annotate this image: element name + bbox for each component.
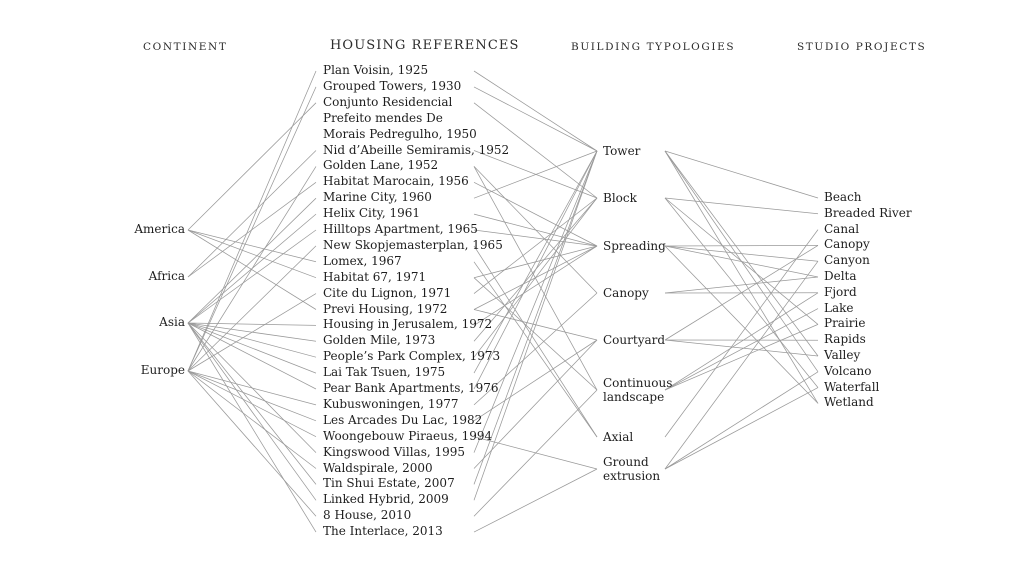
edge-housing-typology	[474, 469, 597, 532]
edge-continent-housing	[188, 230, 316, 323]
studio-project-label-breaded-river: Breaded River	[824, 205, 912, 220]
studio-project-label-lake: Lake	[824, 300, 854, 315]
column-header-studio-projects: STUDIO PROJECTS	[797, 41, 927, 53]
studio-project-label-volcano: Volcano	[824, 363, 872, 378]
edge-continent-housing	[188, 294, 316, 371]
continent-label-africa: Africa	[148, 269, 185, 283]
edge-continent-housing	[188, 151, 316, 278]
housing-reference-label: Helix City, 1961	[323, 206, 421, 221]
edge-continent-housing	[188, 230, 316, 310]
edge-typology-studio	[665, 246, 818, 261]
edge-housing-typology	[474, 198, 597, 357]
edge-continent-housing	[188, 230, 316, 262]
housing-reference-label: Grouped Towers, 1930	[323, 78, 462, 93]
housing-reference-label: Nid d’Abeille Semiramis, 1952	[323, 142, 510, 157]
edge-continent-housing	[188, 371, 316, 405]
housing-reference-label: Conjunto Residencial Prefeito mendes De Morais Pedregulho, 1950	[323, 94, 477, 141]
edge-continent-housing	[188, 323, 316, 500]
edge-housing-typology	[474, 87, 597, 151]
housing-reference-label: Woongebouw Piraeus, 1994	[323, 428, 493, 443]
housing-reference-label: 8 House, 2010	[323, 508, 412, 523]
edge-continent-housing	[188, 371, 316, 421]
edge-continent-housing	[188, 323, 316, 389]
edge-typology-studio	[665, 340, 818, 356]
studio-project-label-waterfall: Waterfall	[824, 379, 880, 394]
edge-continent-housing	[188, 371, 316, 469]
studio-project-label-canal: Canal	[824, 221, 860, 236]
edge-continent-housing	[188, 230, 316, 278]
edge-continent-housing	[188, 323, 316, 373]
edge-continent-housing	[188, 323, 316, 325]
typology-label-ground-extrusion: Ground extrusion	[603, 455, 661, 483]
edge-continent-housing	[188, 323, 316, 532]
edge-housing-typology	[474, 151, 597, 373]
housing-reference-label: Golden Lane, 1952	[323, 158, 439, 173]
housing-reference-label: Housing in Jerusalem, 1972	[323, 317, 493, 332]
edge-typology-studio	[665, 309, 818, 390]
studio-project-label-fjord: Fjord	[824, 284, 857, 299]
edge-housing-typology	[474, 151, 597, 484]
housing-reference-label: The Interlace, 2013	[323, 524, 443, 539]
housing-reference-label: Les Arcades Du Lac, 1982	[323, 412, 483, 427]
edge-typology-studio	[665, 246, 818, 277]
studio-project-label-canopy: Canopy	[824, 237, 870, 252]
housing-reference-label: Tin Shui Estate, 2007	[323, 476, 455, 491]
edge-housing-typology	[474, 182, 597, 246]
housing-reference-label: Marine City, 1960	[323, 190, 432, 205]
housing-reference-label: Plan Voisin, 1925	[323, 63, 429, 77]
edge-housing-typology	[474, 246, 597, 325]
studio-project-label-beach: Beach	[824, 190, 862, 204]
edge-typology-studio	[665, 245, 818, 246]
housing-reference-label: Lomex, 1967	[323, 253, 402, 268]
studio-project-label-wetland: Wetland	[824, 395, 874, 410]
continent-label-asia: Asia	[159, 315, 185, 329]
housing-reference-label: Pear Bank Apartments, 1976	[323, 381, 499, 395]
studio-project-label-delta: Delta	[824, 269, 857, 283]
edge-typology-studio	[665, 230, 818, 437]
typology-label-canopy: Canopy	[603, 286, 649, 300]
edge-typology-studio	[665, 151, 818, 198]
housing-reference-label: Previ Housing, 1972	[323, 301, 448, 316]
studio-project-label-valley: Valley	[824, 348, 861, 362]
housing-reference-label: Cite du Lignon, 1971	[323, 285, 452, 300]
typology-label-block: Block	[603, 191, 637, 205]
typology-label-continuous-landscape: Continuous landscape	[603, 376, 673, 404]
housing-reference-label: Lai Tak Tsuen, 1975	[323, 365, 446, 380]
edge-typology-studio	[665, 372, 818, 469]
edge-housing-typology	[474, 71, 597, 151]
edge-continent-housing	[188, 371, 316, 516]
housing-reference-label: People’s Park Complex, 1973	[323, 349, 501, 364]
edge-typology-studio	[665, 198, 818, 214]
column-header-housing-references: HOUSING REFERENCES	[330, 38, 520, 53]
edge-continent-housing	[188, 87, 316, 371]
edge-continent-housing	[188, 71, 316, 371]
housing-reference-label: Golden Mile, 1973	[323, 333, 436, 348]
edge-housing-typology	[474, 151, 597, 453]
housing-reference-label: New Skopjemasterplan, 1965	[323, 237, 503, 252]
typology-label-axial: Axial	[603, 430, 634, 444]
housing-reference-label: Habitat Marocain, 1956	[323, 174, 469, 189]
edge-typology-studio	[665, 388, 818, 469]
edge-typology-studio	[665, 293, 818, 390]
column-header-continent: CONTINENT	[143, 41, 228, 53]
column-header-building-typologies: BUILDING TYPOLOGIES	[571, 41, 736, 53]
edge-typology-studio	[665, 277, 818, 293]
studio-project-label-rapids: Rapids	[824, 332, 866, 347]
typology-label-tower: Tower	[603, 144, 641, 158]
housing-reference-label: Waldspirale, 2000	[323, 460, 433, 475]
studio-project-label-prairie: Prairie	[824, 316, 866, 331]
continent-label-america: America	[134, 222, 185, 236]
typology-label-spreading: Spreading	[603, 239, 666, 253]
housing-reference-label: Hilltops Apartment, 1965	[323, 222, 478, 236]
studio-project-label-canyon: Canyon	[824, 253, 870, 268]
typology-label-courtyard: Courtyard	[603, 333, 666, 347]
housing-reference-label: Habitat 67, 1971	[323, 269, 427, 284]
housing-reference-label: Kubuswoningen, 1977	[323, 396, 459, 411]
edge-continent-housing	[188, 198, 316, 323]
housing-reference-label: Linked Hybrid, 2009	[323, 492, 449, 507]
edge-housing-typology	[474, 151, 597, 500]
housing-reference-label: Kingswood Villas, 1995	[323, 444, 466, 459]
edge-continent-housing	[188, 103, 316, 230]
continent-label-europe: Europe	[140, 363, 185, 377]
